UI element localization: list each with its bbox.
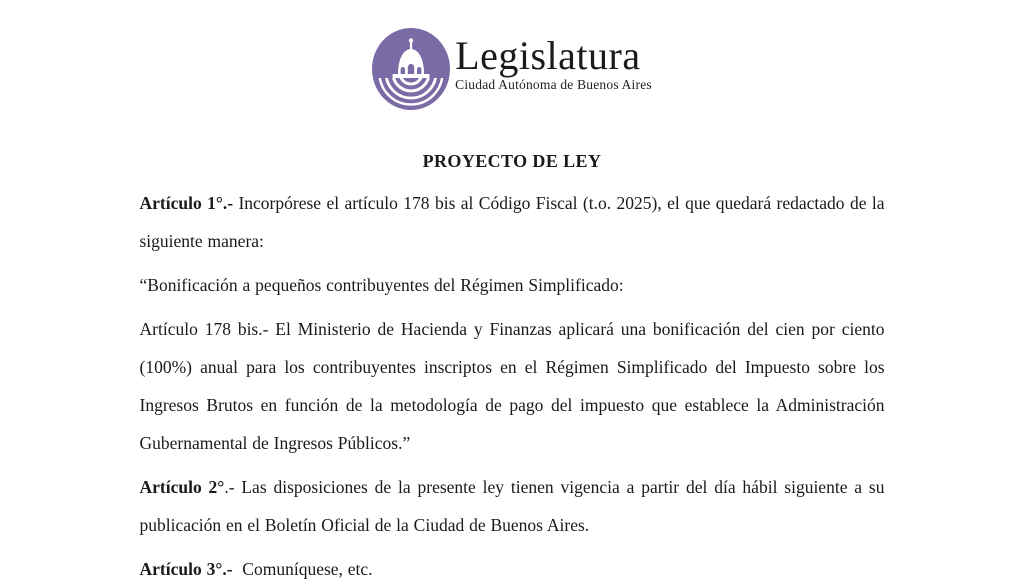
- articulo-1-label: Artículo 1°.-: [139, 193, 234, 213]
- articulo-1-text: Incorpórese el artículo 178 bis al Código Fiscal (t.o. 2025), el que quedará redactado de la siguiente manera:: [139, 193, 885, 251]
- document-body: [140, 184, 885, 588]
- logo-wordmark: Legislatura: [455, 33, 641, 78]
- logo-text-block: [455, 35, 652, 92]
- articulo-2-label: Artículo 2°: [139, 477, 225, 497]
- articulo-3-label: Artículo 3°.-: [139, 559, 233, 579]
- document-page: [140, 0, 885, 588]
- legislatura-logo: [140, 0, 885, 112]
- document-title: PROYECTO DE LEY: [422, 151, 602, 171]
- paragraph-articulo-178-bis: [140, 310, 885, 462]
- articulo-3-text: Comuníquese, etc.: [232, 559, 373, 579]
- legislatura-dome-icon: [372, 28, 450, 110]
- articulo-2-text: .- Las disposiciones de la presente ley tienen vigencia a partir del día hábil siguiente a su publicación en el Boletín Oficial de la Ciudad de Buenos Aires.: [139, 477, 885, 535]
- paragraph-quote-heading: [140, 266, 885, 304]
- paragraph-articulo-1: [140, 184, 885, 260]
- quote-heading-text: “Bonificación a pequeños contribuyentes del Régimen Simplificado:: [139, 275, 624, 295]
- paragraph-articulo-3: [140, 550, 885, 588]
- paragraph-articulo-2: [140, 468, 885, 544]
- logo-subtitle: Ciudad Autónoma de Buenos Aires: [455, 77, 652, 92]
- articulo-178-bis-text: Artículo 178 bis.- El Ministerio de Hacienda y Finanzas aplicará una bonificación del cien por ciento (100%) anual para los contribuyentes inscriptos en el Régimen Simplificado del Impuesto sobre los Ingresos Brutos en función de la metodología de pago del impuesto que establece la Administración Gubernamental de Ingresos Públicos.”: [139, 319, 885, 453]
